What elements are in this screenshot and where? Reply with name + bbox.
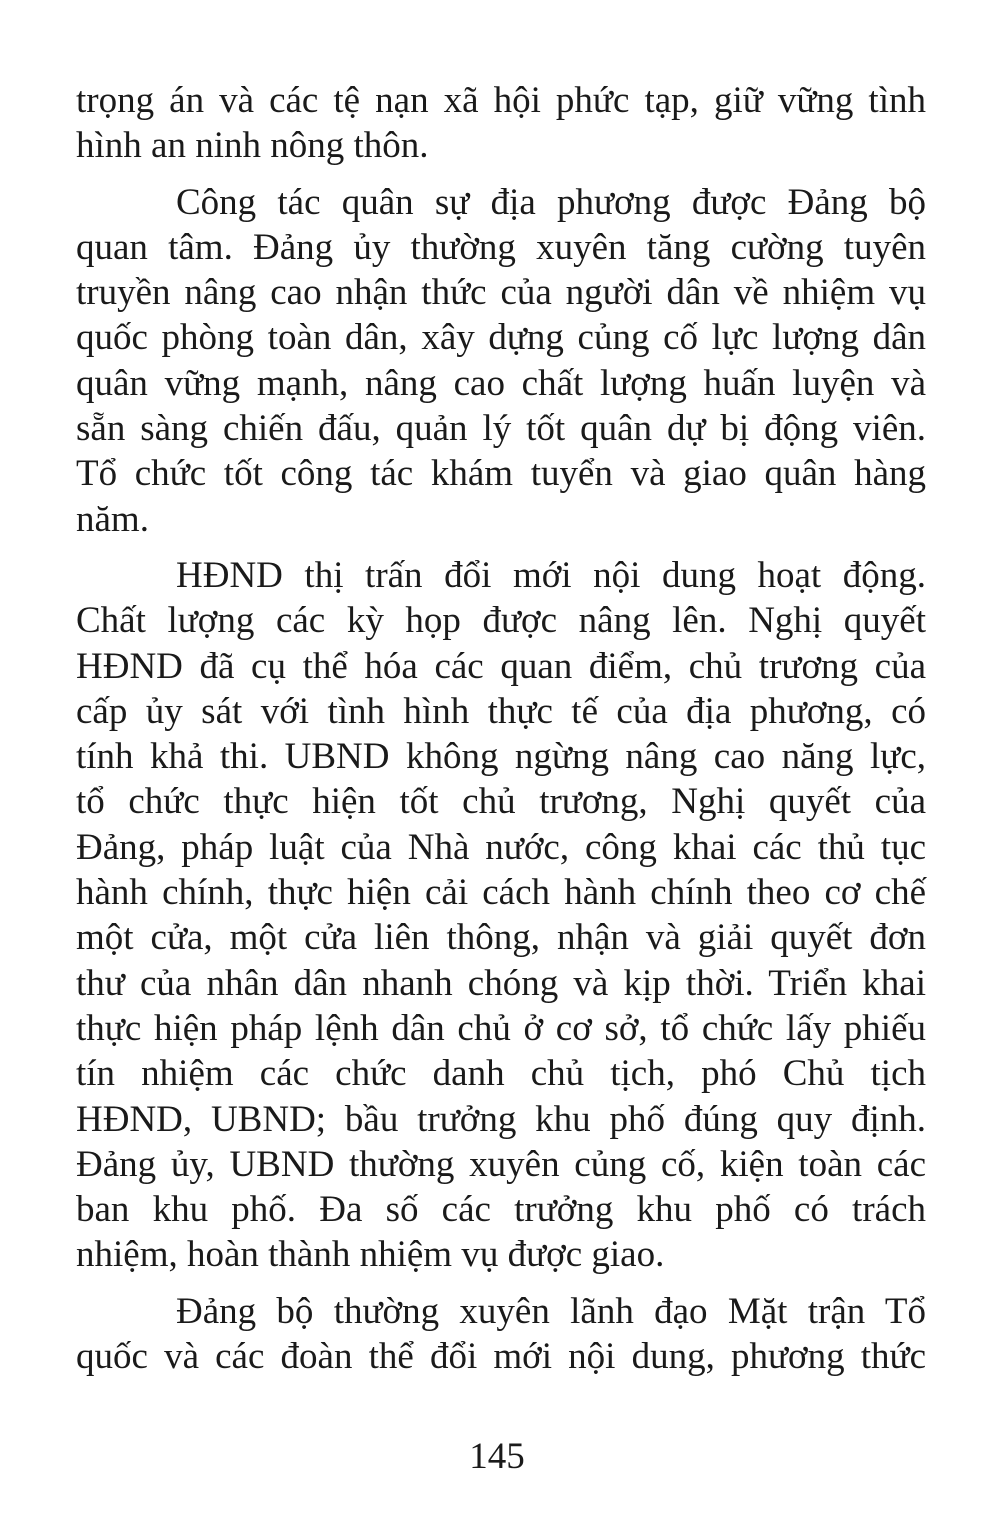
text-line: quốc và các đoàn thể đổi mới nội dung, phương thức [76,1336,926,1378]
text-line: HĐND, UBND; bầu trưởng khu phố đúng quy định. [76,1098,926,1140]
paragraph-continuation [76,78,926,169]
text-line: quân vững mạnh, nâng cao chất lượng huấn luyện và [76,362,926,404]
text-line: Tổ chức tốt công tác khám tuyển và giao quân hàng [76,453,926,495]
text-line: cấp ủy sát với tình hình thực tế của địa phương, có [76,690,926,732]
text-line: quốc phòng toàn dân, xây dựng củng cố lực lượng dân [76,317,926,359]
text-line: HĐND thị trấn đổi mới nội dung hoạt động. [176,554,926,596]
text-line: Công tác quân sự địa phương được Đảng bộ [176,181,926,223]
paragraph-military [76,180,926,542]
text-line: tổ chức thực hiện tốt chủ trương, Nghị quyết của [76,781,926,823]
text-line: Đảng bộ thường xuyên lãnh đạo Mặt trận Tổ [176,1290,926,1332]
text-line: nhiệm, hoàn thành nhiệm vụ được giao. [76,1234,665,1276]
text-line: trọng án và các tệ nạn xã hội phức tạp, giữ vững tình [76,80,926,121]
text-line: năm. [76,498,149,540]
text-line: truyền nâng cao nhận thức của người dân về nhiệm vụ [76,272,926,314]
text-line: hành chính, thực hiện cải cách hành chính theo cơ chế [76,872,926,914]
text-line: thư của nhân dân nhanh chóng và kịp thời. Triển khai [76,962,926,1004]
text-line: ban khu phố. Đa số các trưởng khu phố có trách [76,1189,926,1231]
body-text [76,78,926,1379]
text-line: Đảng, pháp luật của Nhà nước, công khai các thủ tục [76,826,926,868]
text-line: Chất lượng các kỳ họp được nâng lên. Nghị quyết [76,600,926,642]
text-line: hình an ninh nông thôn. [76,125,429,167]
text-line: một cửa, một cửa liên thông, nhận và giải quyết đơn [76,917,926,959]
text-line: tín nhiệm các chức danh chủ tịch, phó Chủ tịch [76,1053,926,1095]
text-line: thực hiện pháp lệnh dân chủ ở cơ sở, tổ chức lấy phiếu [76,1007,926,1049]
text-line: tính khả thi. UBND không ngừng nâng cao năng lực, [76,736,926,778]
text-line: quan tâm. Đảng ủy thường xuyên tăng cường tuyên [76,226,926,268]
text-line: HĐND đã cụ thể hóa các quan điểm, chủ trương của [76,645,926,687]
text-line: sẵn sàng chiến đấu, quản lý tốt quân dự bị động viên. [76,408,926,450]
page-number: 145 [469,1436,525,1477]
text-line: Đảng ủy, UBND thường xuyên củng cố, kiện toàn các [76,1143,926,1185]
paragraph-hdnd [76,553,926,1278]
paragraph-front [76,1289,926,1380]
